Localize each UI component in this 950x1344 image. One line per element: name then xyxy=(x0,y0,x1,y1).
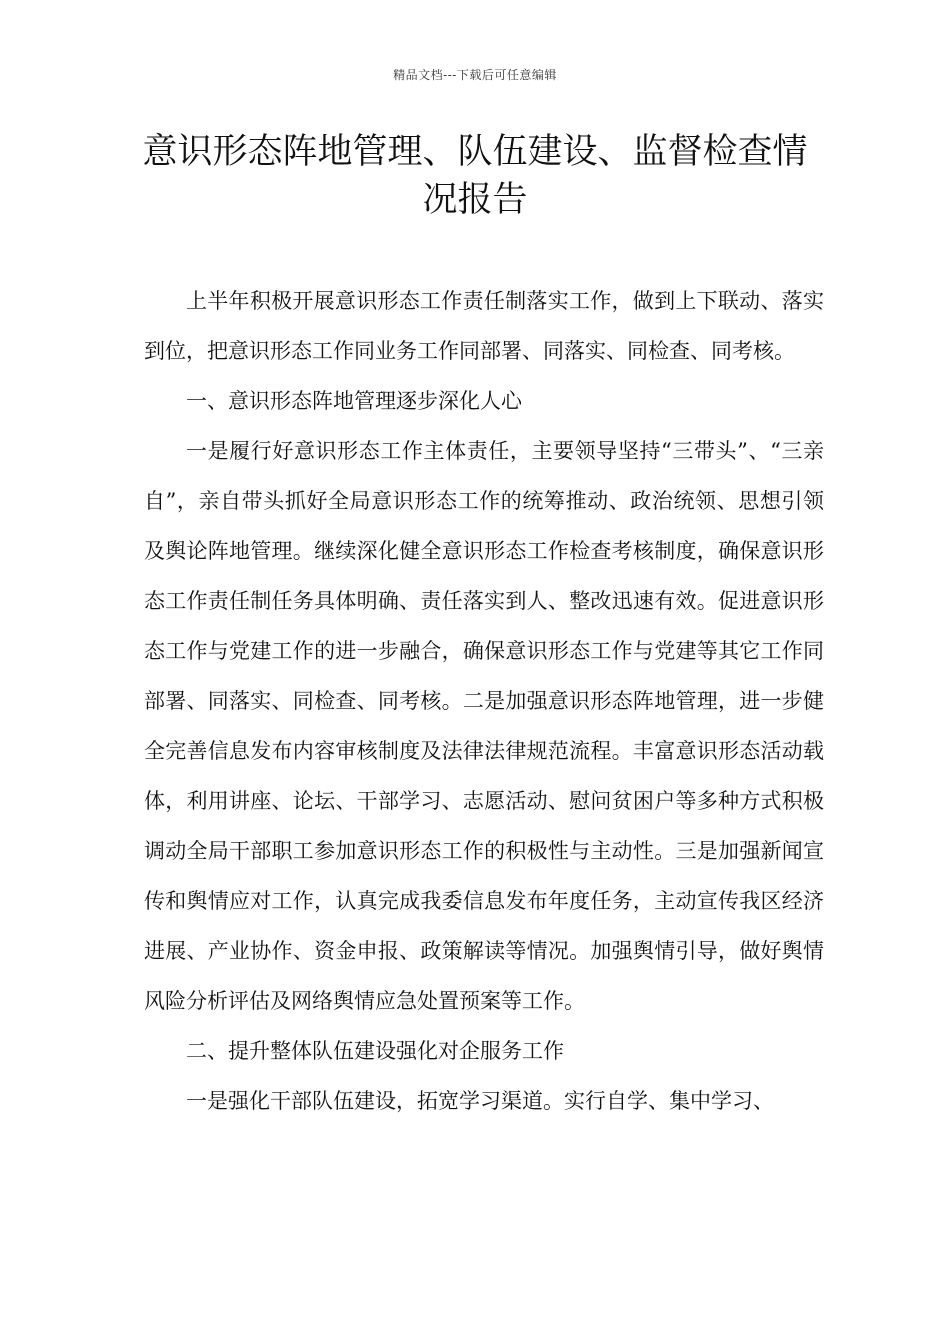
section-heading-2: 二、提升整体队伍建设强化对企服务工作 xyxy=(186,1039,564,1063)
document-title: 意识形态阵地管理、队伍建设、监督检查情况报告 xyxy=(142,132,808,220)
paragraph-section-1: 一是履行好意识形态工作主体责任，主要领导坚持“三带头”、“三亲自”，亲自带头抓好全局意识形态工作的统筹推动、政治统领、思想引领及舆论阵地管理。继续深化健全意识形态工作检查考核制度，确保意识形态工作责任制任务具体明确、责任落实到人、整改迅速有效。促进意识形态工作与党建工作的进一步融合，确保意识形态工作与党建等其它工作同部署、同落实、同检查、同考核。二是加强意识形态阵地管理，进一步健全完善信息发布内容审核制度及法律法律规范流程。丰富意识形态活动载体，利用讲座、论坛、干部学习、志愿活动、慰问贫困户等多种方式积极调动全局干部职工参加意识形态工作的积极性与主动性。三是加强新闻宣传和舆情应对工作，认真完成我委信息发布年度任务，主动宣传我区经济进展、产业协作、资金申报、政策解读等情况。加强舆情引导，做好舆情风险分析评估及网络舆情应急处置预案等工作。 xyxy=(144,439,824,1013)
paragraph-section-2: 一是强化干部队伍建设，拓宽学习渠道。实行自学、集中学习、 xyxy=(186,1089,774,1113)
header-note: 精品文档---下载后可任意编辑 xyxy=(393,68,557,82)
paragraph-intro: 上半年积极开展意识形态工作责任制落实工作，做到上下联动、落实到位，把意识形态工作同业务工作同部署、同落实、同检查、同考核。 xyxy=(144,289,824,363)
document-body xyxy=(144,276,824,1126)
section-heading-1: 一、意识形态阵地管理逐步深化人心 xyxy=(186,389,522,413)
